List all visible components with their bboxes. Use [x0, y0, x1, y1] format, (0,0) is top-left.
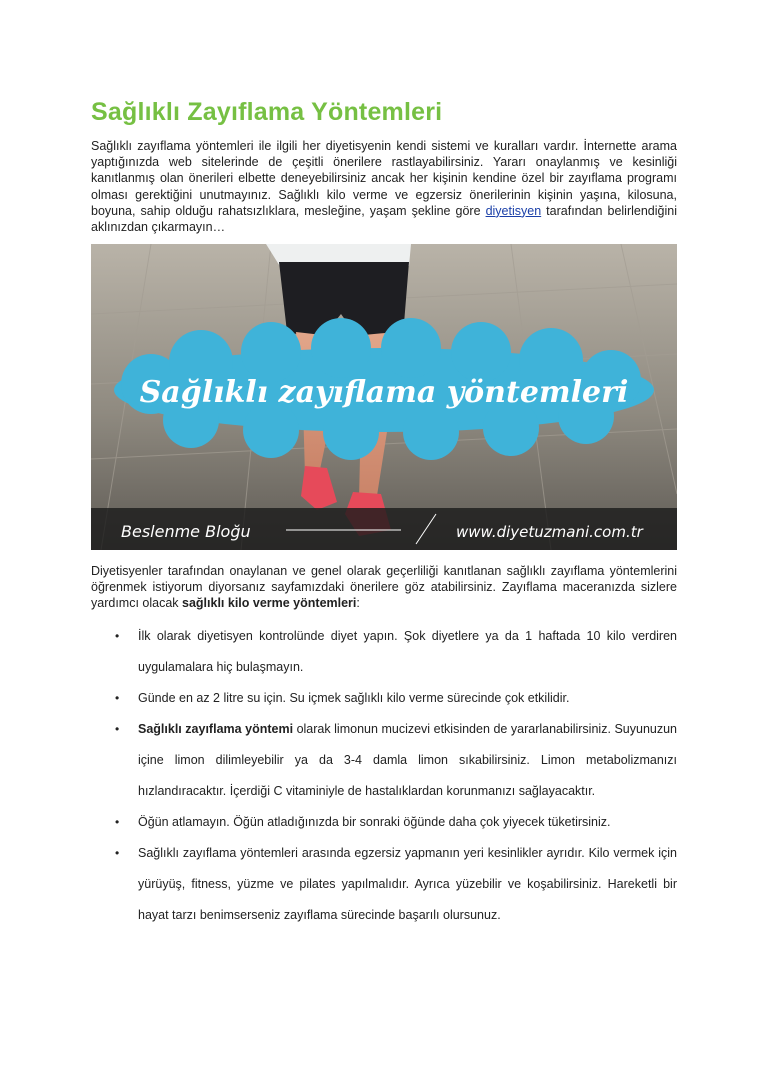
list-item-text: olarak limonun mucizevi etkisinden de yararlanabilirsiniz. Suyunuzun içine limon dilimleyebilir ya da 3-4 damla limon sıkabilirsiniz. Limon metabolizmanızı hızlandıracaktır. İçerdiği C vitaminiyle de hastalıklardan korunmanızı sağlayacaktır.	[138, 722, 677, 798]
tips-list	[91, 621, 677, 931]
diyetisyen-link[interactable]: diyetisyen	[485, 203, 542, 218]
list-item-text: Günde en az 2 litre su için. Su içmek sağlıklı kilo verme sürecinde çok etkilidir.	[138, 691, 570, 705]
paragraph2-bold: sağlıklı kilo verme yöntemleri	[182, 596, 357, 611]
hero-footer-left: Beslenme Bloğu	[121, 522, 251, 541]
paragraph2-suffix: :	[356, 596, 360, 611]
list-item	[91, 714, 677, 807]
bullet-icon: •	[115, 691, 120, 705]
intro-text-end: tarafından belirlendiğini aklınızdan çıkarmayın…	[91, 203, 677, 235]
intro-paragraph	[91, 138, 677, 235]
list-item-text: İlk olarak diyetisyen kontrolünde diyet yapın. Şok diyetlere ya da 1 haftada 10 kilo verdiren uygulamalara hiç bulaşmayın.	[138, 629, 677, 674]
list-item-bold: Sağlıklı zayıflama yöntemi	[138, 722, 294, 736]
hero-image	[91, 244, 677, 550]
hero-banner-text: Sağlıklı zayıflama yöntemleri	[139, 375, 629, 410]
list-item	[91, 621, 677, 683]
list-item-text: Sağlıklı zayıflama yöntemleri arasında egzersiz yapmanın yeri kesinlikler ayrıdır. Kilo vermek için yürüyüş, fitness, yüzme ve pilates yapılmalıdır. Ayrıca yüzebilir ve koşabilirsiniz. Hareketli bir hayat tarzı benimserseniz zayıflama sürecinde başarılı olursunuz.	[138, 846, 677, 922]
bullet-icon: •	[115, 815, 120, 829]
list-item	[91, 838, 677, 931]
list-item	[91, 807, 677, 838]
bullet-icon: •	[115, 722, 120, 736]
bullet-icon: •	[115, 629, 120, 643]
hero-footer-right: www.diyetuzmani.com.tr	[456, 523, 643, 541]
page-title: Sağlıklı Zayıflama Yöntemleri	[91, 98, 443, 126]
paragraph2-text: Diyetisyenler tarafından onaylanan ve genel olarak geçerliliği kanıtlanan sağlıklı zayıflama yöntemlerini öğrenmek istiyorum diyorsanız sayfamızdaki önerilere göz atabilirsiniz. Zayıflama maceranızda sizlere yardımcı olacak	[91, 564, 677, 611]
list-item-text: Öğün atlamayın. Öğün atladığınızda bir sonraki öğünde daha çok yiyecek tüketirsiniz.	[138, 815, 611, 829]
intro-text: Sağlıklı zayıflama yöntemleri ile ilgili her diyetisyenin kendi sistemi ve kuralları vardır. İnternette arama yaptığınızda web sitelerinde de çeşitli önerilere rastlayabilirsiniz. Yararı onaylanmış ve kesinliği kanıtlanmış olan önerileri elbette deneyebilirsiniz ancak her kişinin kendine özel bir zayıflama programı olması gerektiğini unutmayınız. Sağlıklı kilo verme ve egzersiz önerilerinin kişinin yaşına, kilosuna, boyuna, sahip olduğu rahatsızlıklara, mesleğine, yaşam şekline göre	[91, 139, 677, 218]
intro-paragraph-2	[91, 563, 677, 612]
list-item	[91, 683, 677, 714]
bullet-icon: •	[115, 846, 120, 860]
